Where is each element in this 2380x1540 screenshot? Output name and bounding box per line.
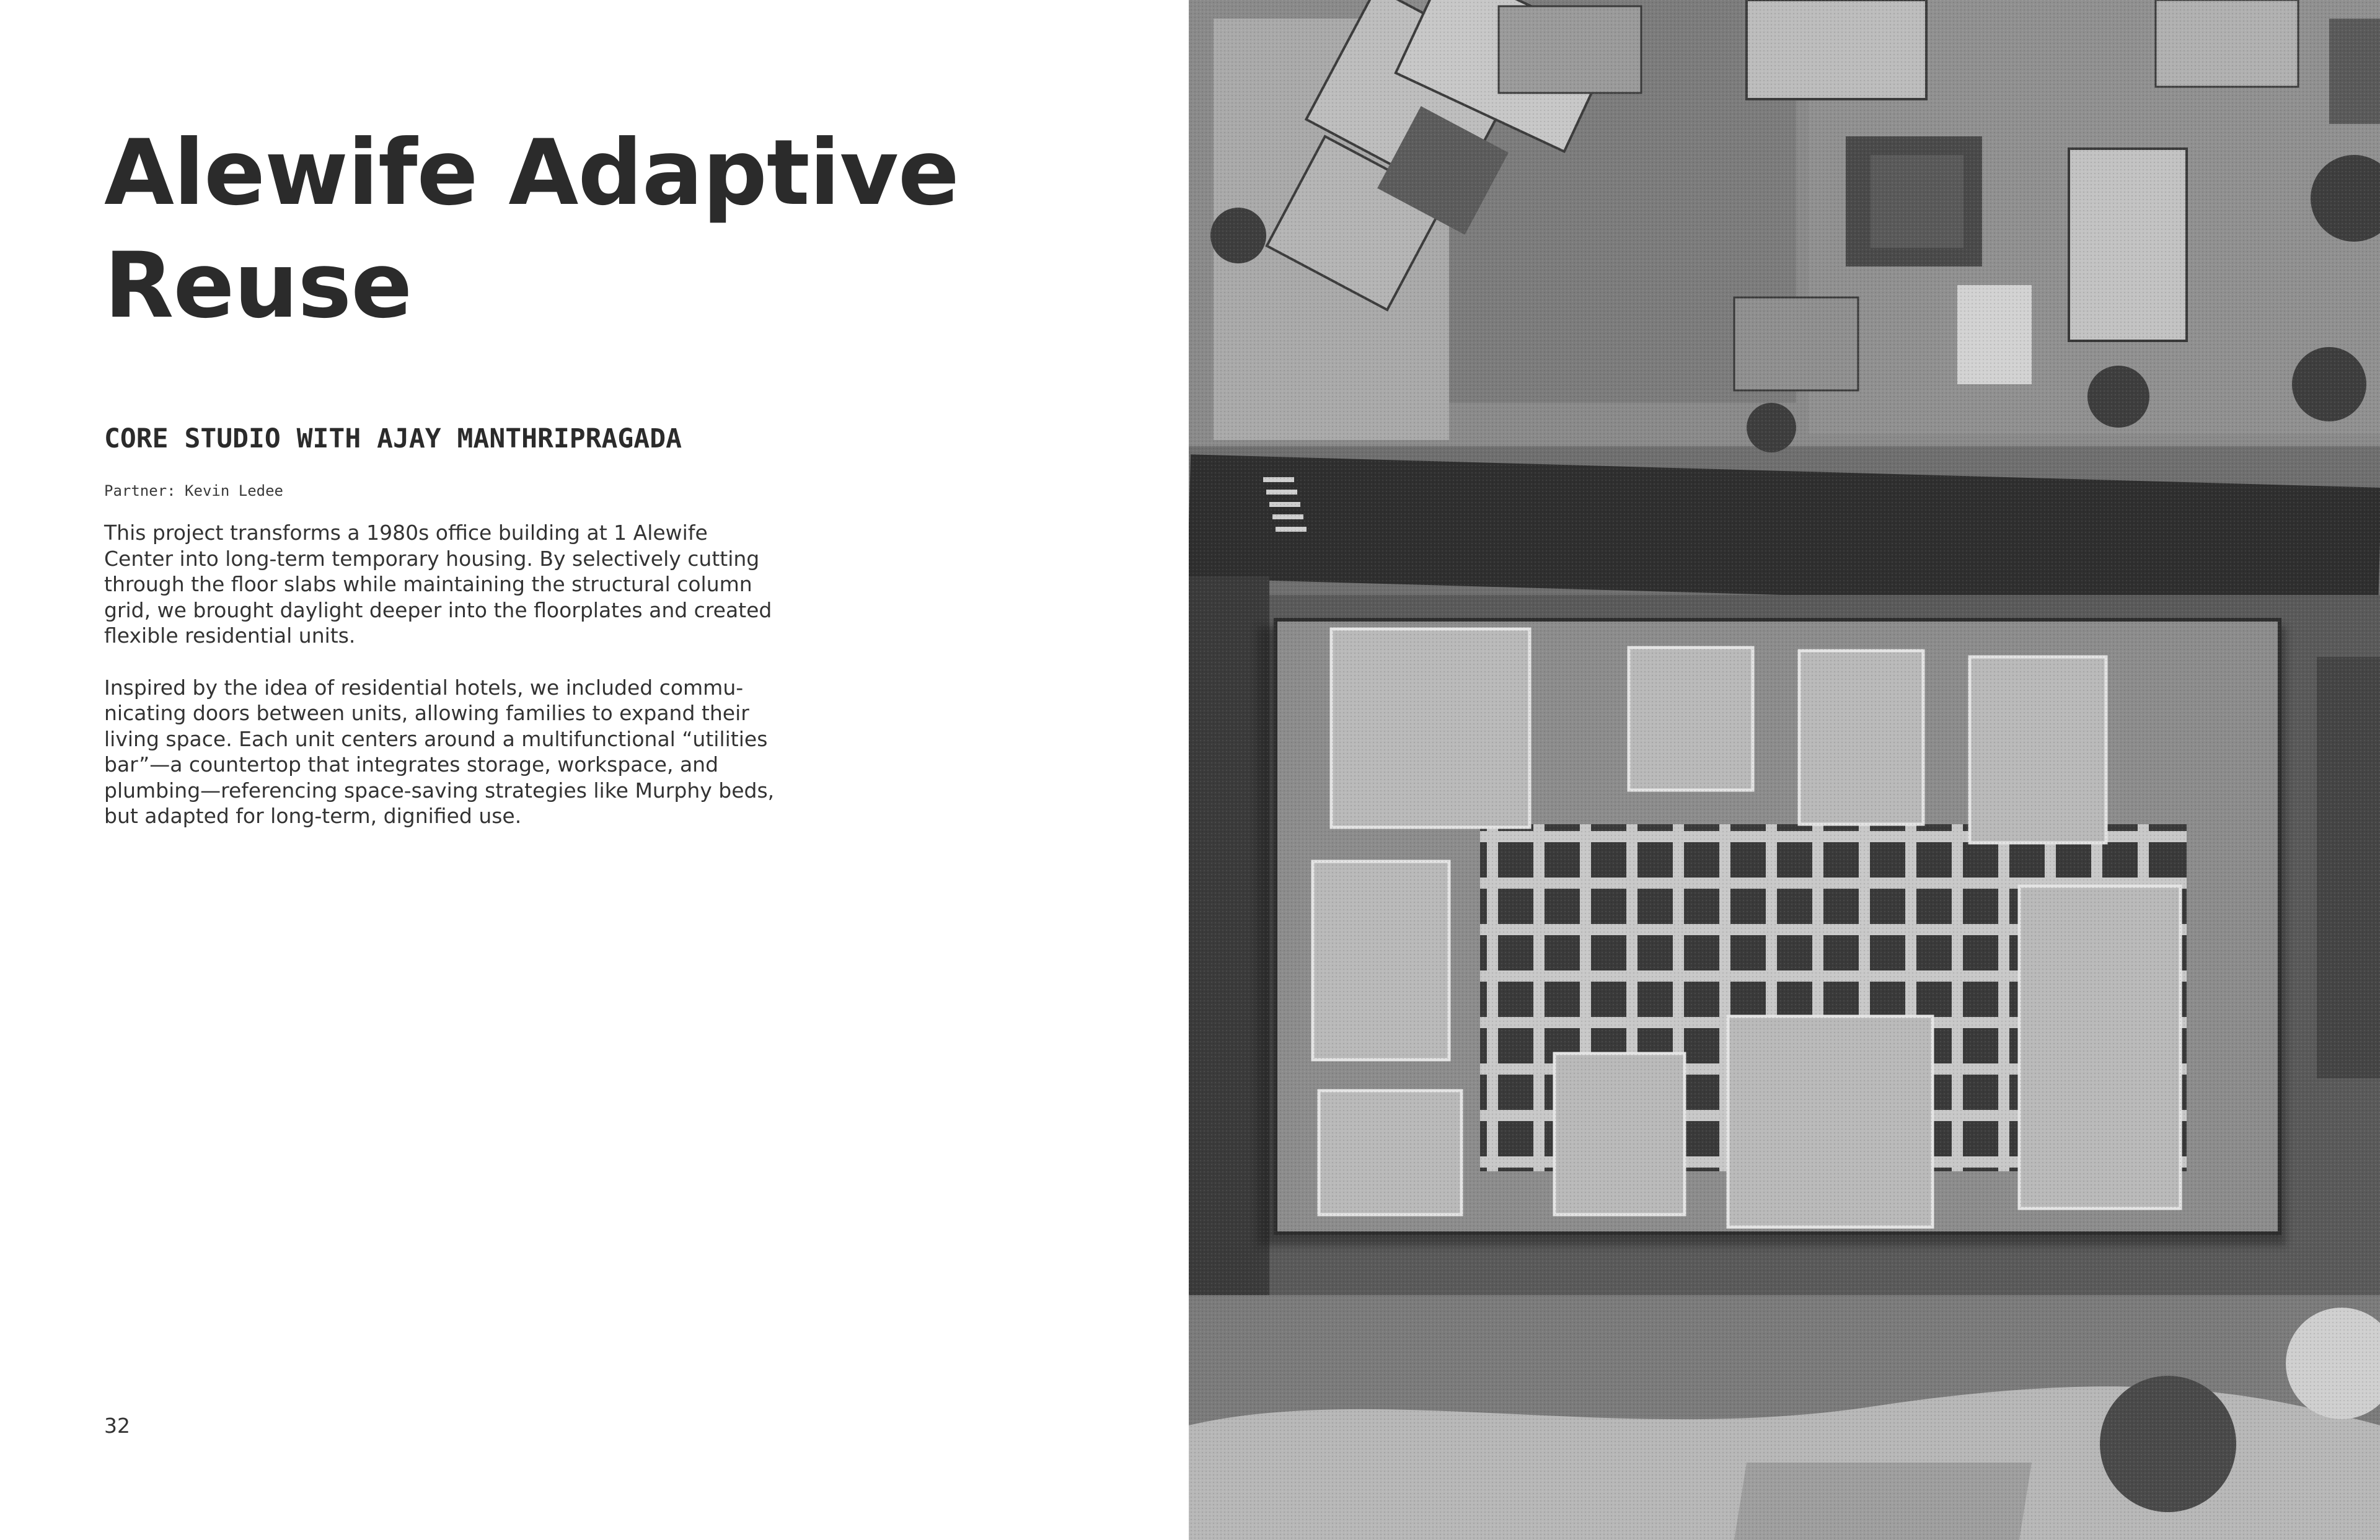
paragraph-1 [104, 520, 774, 649]
page-title [104, 117, 959, 342]
text-line: plumbing—referencing space-saving strategies like Murphy beds, [104, 778, 775, 803]
text-line: through the floor slabs while maintaining the structural column [104, 572, 752, 596]
paragraph-2 [104, 675, 774, 829]
title-line-1: Alewife Adaptive [104, 120, 959, 226]
partner-credit: Partner: Kevin Ledee [104, 482, 283, 499]
text-line: bar”—a countertop that integrates storage, workspace, and [104, 752, 719, 777]
text-line: nicating doors between units, allowing families to expand their [104, 701, 749, 725]
text-line: Inspired by the idea of residential hotels, we included commu- [104, 675, 744, 700]
text-line: flexible residential units. [104, 623, 356, 648]
page-number: 32 [104, 1414, 130, 1438]
body-text [104, 520, 774, 855]
text-line: but adapted for long-term, dignified use. [104, 804, 522, 828]
text-line: Center into long-term temporary housing. By selectively cutting [104, 546, 760, 571]
aerial-photo-page [1189, 0, 2380, 1540]
title-line-2: Reuse [104, 233, 412, 338]
text-line: This project transforms a 1980s office building at 1 Alewife [104, 521, 708, 545]
left-page [0, 0, 1189, 1540]
text-line: living space. Each unit centers around a multifunctional “utilities [104, 726, 768, 751]
text-line: grid, we brought daylight deeper into the floorplates and created [104, 597, 772, 622]
studio-subtitle: CORE STUDIO WITH AJAY MANTHRIPRAGADA [104, 423, 682, 454]
aerial-photo [1189, 0, 2380, 1540]
